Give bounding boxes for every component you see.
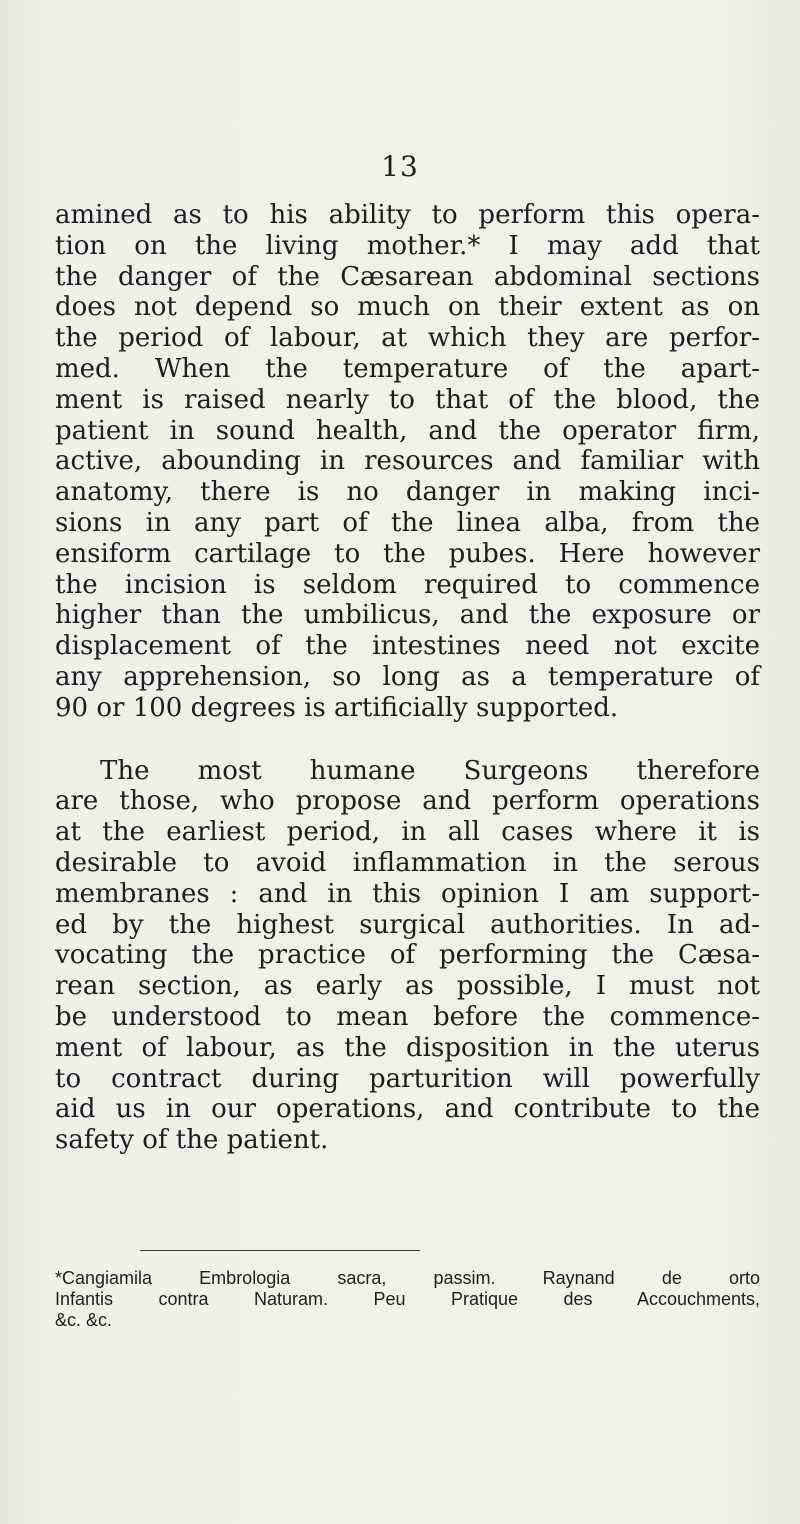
text-line: 90 or 100 degrees is artificially supported. [55, 692, 619, 723]
text-line: membranes : and in this opinion I am support- [55, 878, 760, 909]
text-line: sions in any part of the linea alba, from the [55, 507, 760, 538]
text-line: the danger of the Cæsarean abdominal sections [55, 261, 760, 292]
paragraph-gap [55, 724, 760, 756]
footnote-line: Infantis contra Naturam. Peu Pratique des Accouchments, [55, 1289, 760, 1309]
text-line: at the earliest period, in all cases where it is [55, 817, 760, 848]
text-line: vocating the practice of performing the Cæsa- [55, 940, 760, 971]
body-text [55, 200, 760, 1156]
text-line: The most humane Surgeons therefore [100, 755, 760, 786]
text-line: anatomy, there is no danger in making inci- [55, 477, 760, 508]
paragraph-2 [55, 756, 760, 1156]
text-line: be understood to mean before the commence- [55, 1001, 760, 1032]
text-line: patient in sound health, and the operator firm, [55, 415, 760, 446]
footnote-line: *Cangiamila Embrologia sacra, passim. Raynand de orto [55, 1268, 760, 1288]
text-line: amined as to his ability to perform this opera- [55, 200, 760, 230]
text-line: ment of labour, as the disposition in the uterus [55, 1032, 760, 1063]
paragraph-1 [55, 200, 760, 724]
text-line: safety of the patient. [55, 1125, 329, 1156]
text-line: rean section, as early as possible, I must not [55, 971, 760, 1002]
text-line: desirable to avoid inflammation in the serous [55, 847, 760, 878]
text-line: tion on the living mother.* I may add that [55, 230, 760, 261]
footnote [55, 1268, 760, 1331]
text-line: aid us in our operations, and contribute to the [55, 1094, 760, 1125]
text-line: the period of labour, at which they are perfor- [55, 323, 760, 354]
text-line: any apprehension, so long as a temperature of [55, 661, 760, 692]
footnote-divider [140, 1250, 420, 1251]
text-line: ensiform cartilage to the pubes. Here however [55, 538, 760, 569]
text-line: are those, who propose and perform operations [55, 786, 760, 817]
footnote-line: &c. &c. [55, 1310, 113, 1330]
text-line: ed by the highest surgical authorities. In ad- [55, 909, 760, 940]
text-line: active, abounding in resources and familiar with [55, 446, 760, 477]
text-line: the incision is seldom required to commence [55, 569, 760, 600]
text-line: med. When the temperature of the apart- [55, 353, 760, 384]
text-line: higher than the umbilicus, and the exposure or [55, 600, 760, 631]
text-line: does not depend so much on their extent as on [55, 292, 760, 323]
text-line: to contract during parturition will powerfully [55, 1063, 760, 1094]
text-line: ment is raised nearly to that of the blood, the [55, 384, 760, 415]
page-number: 13 [381, 150, 419, 183]
text-line: displacement of the intestines need not excite [55, 631, 760, 662]
